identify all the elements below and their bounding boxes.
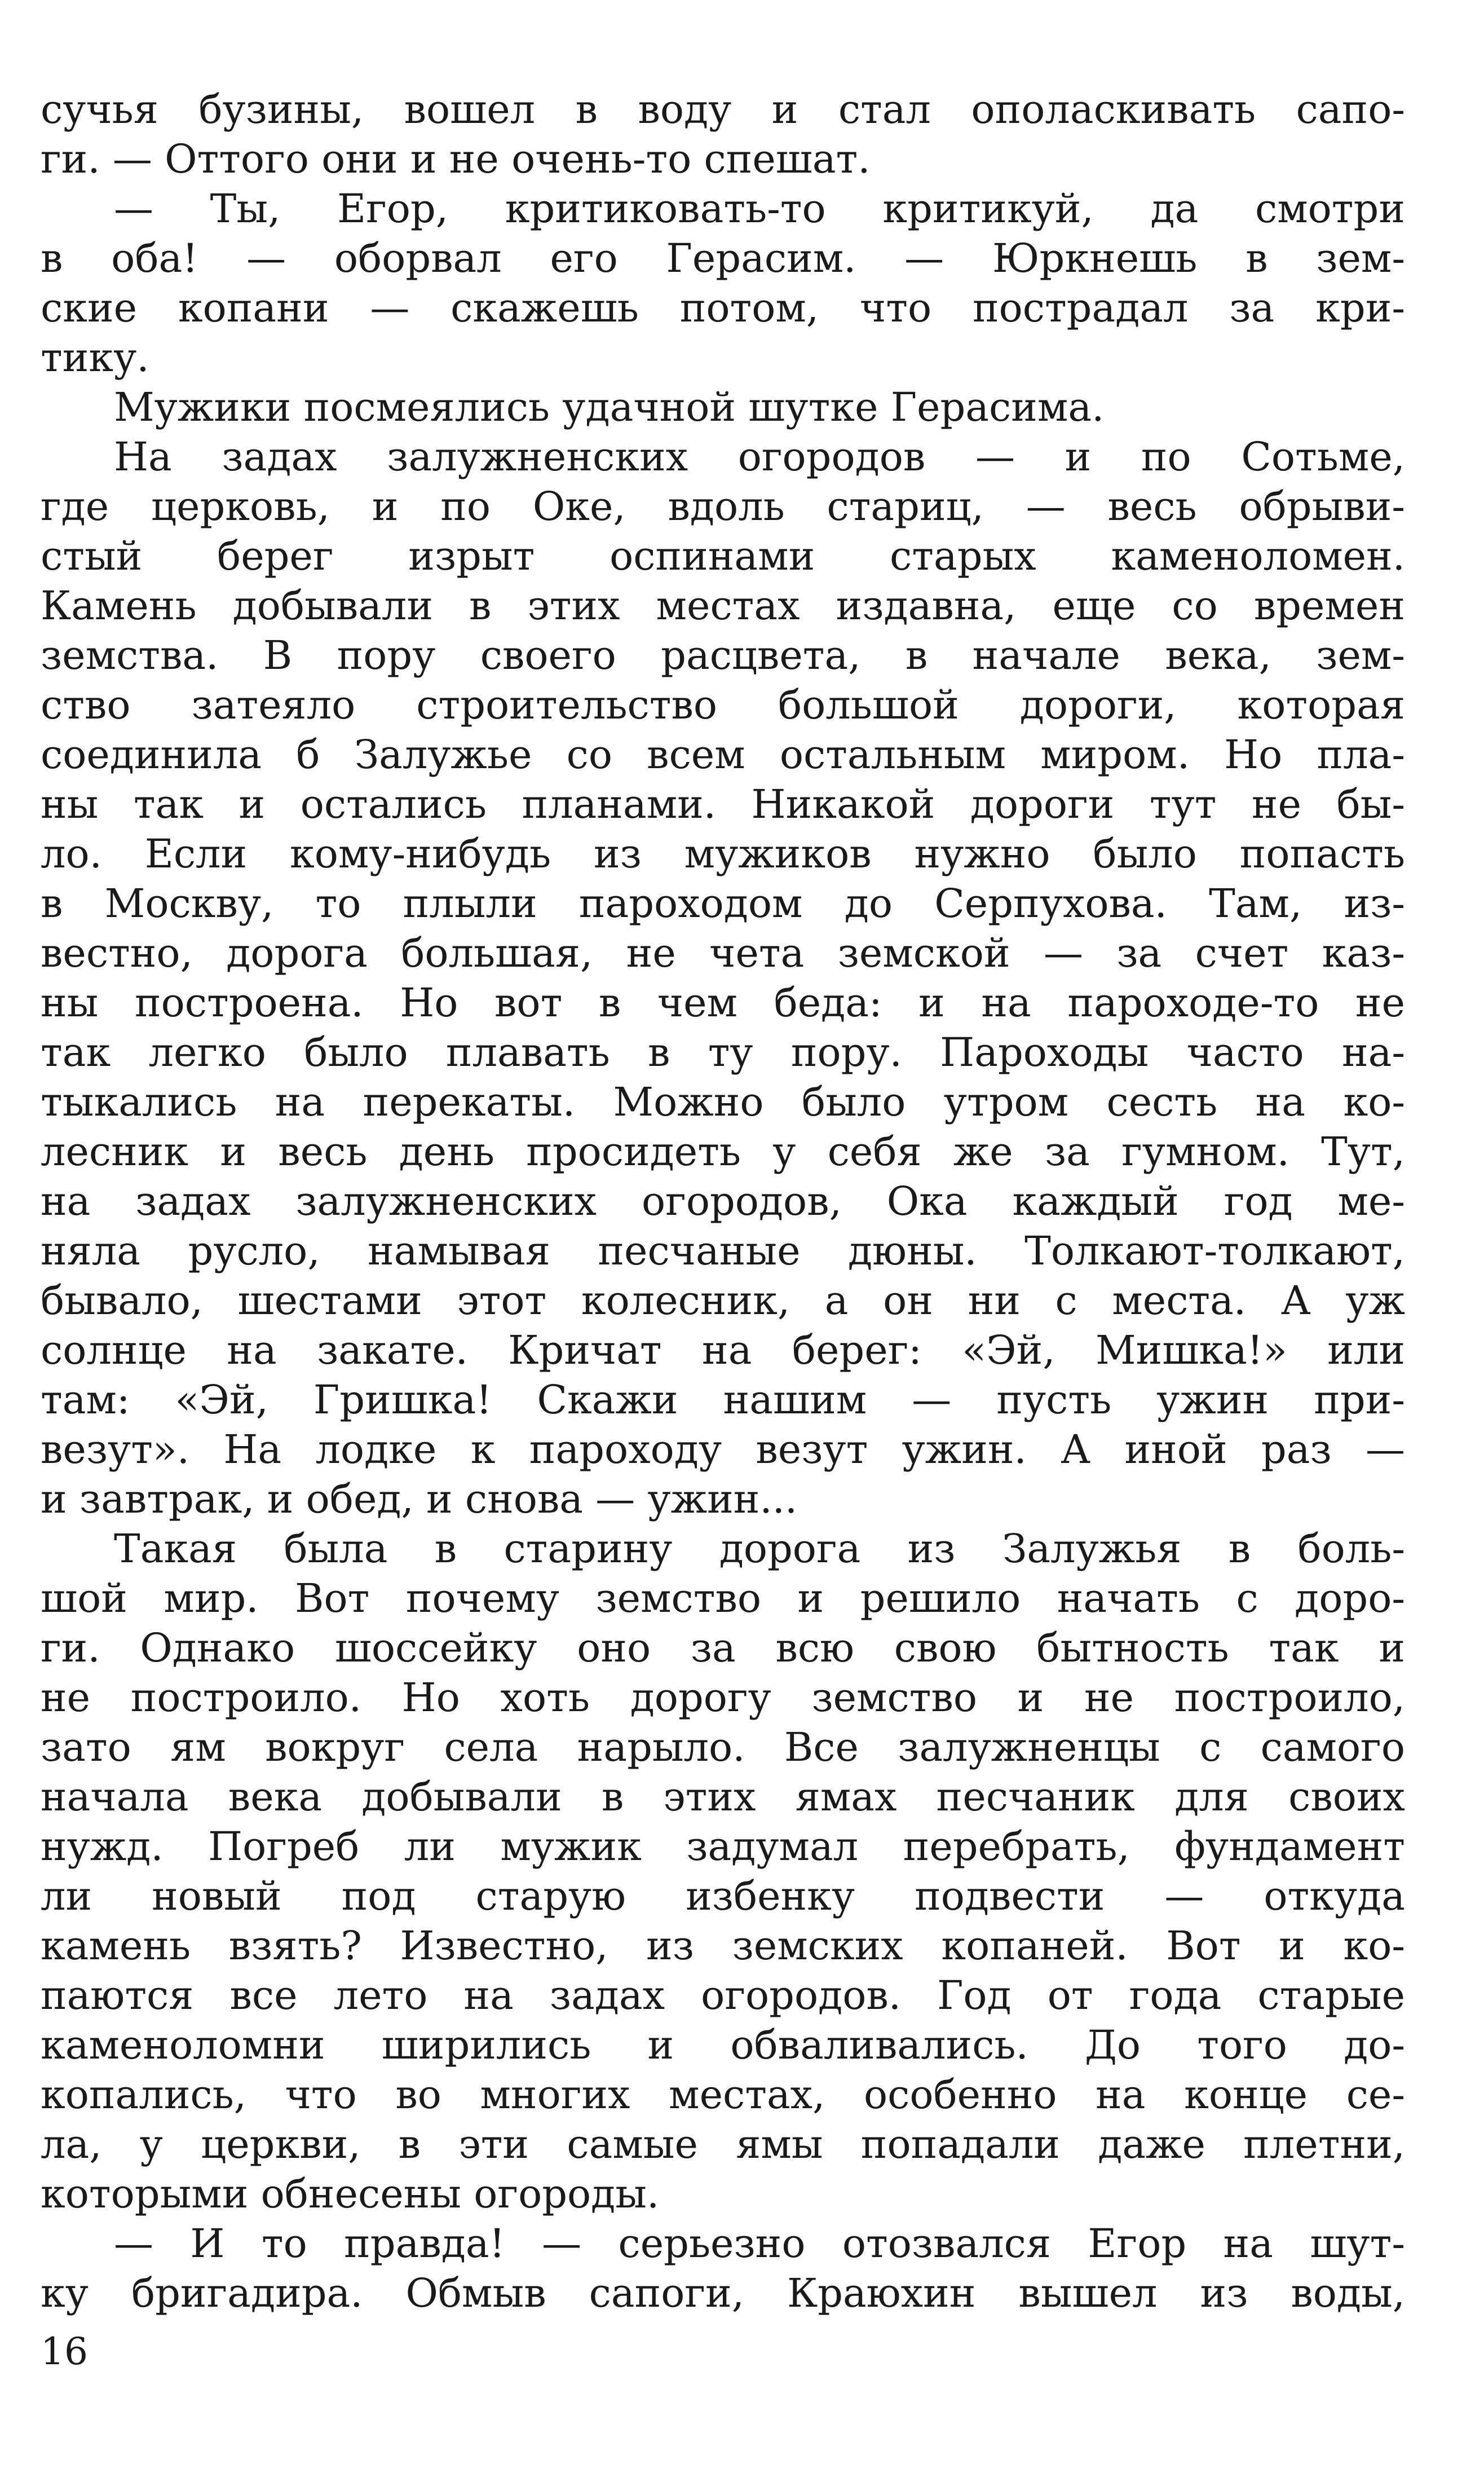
text-line: солнце на закате. Кричат на берег: «Эй, Мишка!» или (41, 1327, 1405, 1373)
text-line: ство затеяло строительство большой дороги, которая (41, 682, 1405, 728)
text-line: — Ты, Егор, критиковать-то критикуй, да смотри (114, 186, 1405, 232)
text-line: стый берег изрыт оспинами старых каменоломен. (41, 533, 1405, 579)
text-line: вестно, дорога большая, не чета земской — за счет каз- (41, 930, 1405, 976)
text-line: тику. (41, 334, 149, 381)
text-line: Мужики посмеялись удачной шутке Герасима. (114, 384, 1105, 430)
text-line: ны построена. Но вот в чем беда: и на пароходе-то не (41, 980, 1405, 1026)
text-line: ны так и остались планами. Никакой дороги тут не бы- (41, 781, 1405, 827)
text-line: не построило. Но хоть дорогу земство и не построило, (41, 1674, 1405, 1721)
text-line: начала века добывали в этих ямах песчаник для своих (41, 1774, 1405, 1820)
text-line: ла, у церкви, в эти самые ямы попадали даже плетни, (41, 2121, 1405, 2167)
text-line: няла русло, намывая песчаные дюны. Толкают-толкают, (41, 1228, 1405, 1274)
text-line: — И то правда! — серьезно отозвался Егор на шут- (114, 2220, 1405, 2267)
text-line: в Москву, то плыли пароходом до Серпухова. Там, из- (41, 880, 1405, 927)
text-line: лесник и весь день просидеть у себя же за гумном. Тут, (41, 1129, 1405, 1175)
text-line: ги. — Оттого они и не очень-то спешат. (41, 136, 871, 182)
text-line: в оба! — оборвал его Герасим. — Юркнешь в зем- (41, 235, 1405, 281)
text-line: тыкались на перекаты. Можно было утром сесть на ко- (41, 1079, 1405, 1125)
page-number: 16 (41, 2330, 88, 2373)
text-line: ку бригадира. Обмыв сапоги, Краюхин вышел из воды, (41, 2270, 1405, 2316)
text-line: везут». На лодке к пароходу везут ужин. А иной раз — (41, 1426, 1405, 1473)
text-line: шой мир. Вот почему земство и решило начать с доро- (41, 1575, 1405, 1621)
text-line: ги. Однако шоссейку оно за всю свою бытность так и (41, 1625, 1405, 1671)
text-line: земства. В пору своего расцвета, в начале века, зем- (41, 632, 1405, 678)
text-line: бывало, шестами этот колесник, а он ни с места. А уж (41, 1277, 1405, 1324)
text-line: камень взять? Известно, из земских копаней. Вот и ко- (41, 1923, 1405, 1969)
text-line: паются все лето на задах огородов. Год от года старые (41, 1972, 1405, 2019)
body-text (41, 85, 1405, 2318)
text-line: и завтрак, и обед, и снова — ужин... (41, 1476, 798, 1522)
text-line: Такая была в старину дорога из Залужья в боль- (114, 1526, 1405, 1572)
text-line: Камень добывали в этих местах издавна, еще со времен (41, 583, 1405, 629)
text-line: где церковь, и по Оке, вдоль стариц, — весь обрыви- (41, 483, 1405, 530)
text-line: зато ям вокруг села нарыло. Все залужненцы с самого (41, 1724, 1405, 1770)
text-line: ские копани — скажешь потом, что пострадал за кри- (41, 285, 1405, 331)
text-line: ли новый под старую избенку подвести — откуда (41, 1873, 1405, 1919)
text-line: нужд. Погреб ли мужик задумал перебрать, фундамент (41, 1823, 1405, 1870)
text-line: которыми обнесены огороды. (41, 2171, 660, 2217)
text-line: На задах залужненских огородов — и по Сотьме, (114, 434, 1405, 480)
text-line: так легко было плавать в ту пору. Пароходы часто на- (41, 1029, 1405, 1076)
text-line: ло. Если кому-нибудь из мужиков нужно было попасть (41, 831, 1405, 877)
text-line: там: «Эй, Гришка! Скажи нашим — пусть ужин при- (41, 1377, 1405, 1423)
text-line: сучья бузины, вошел в воду и стал ополаскивать сапо- (41, 86, 1405, 133)
text-line: каменоломни ширились и обваливались. До того до- (41, 2022, 1405, 2068)
text-line: соединила б Залужье со всем остальным миром. Но пла- (41, 731, 1405, 778)
text-line: на задах залужненских огородов, Ока каждый год ме- (41, 1178, 1405, 1224)
text-line: копались, что во многих местах, особенно на конце се- (41, 2072, 1405, 2118)
